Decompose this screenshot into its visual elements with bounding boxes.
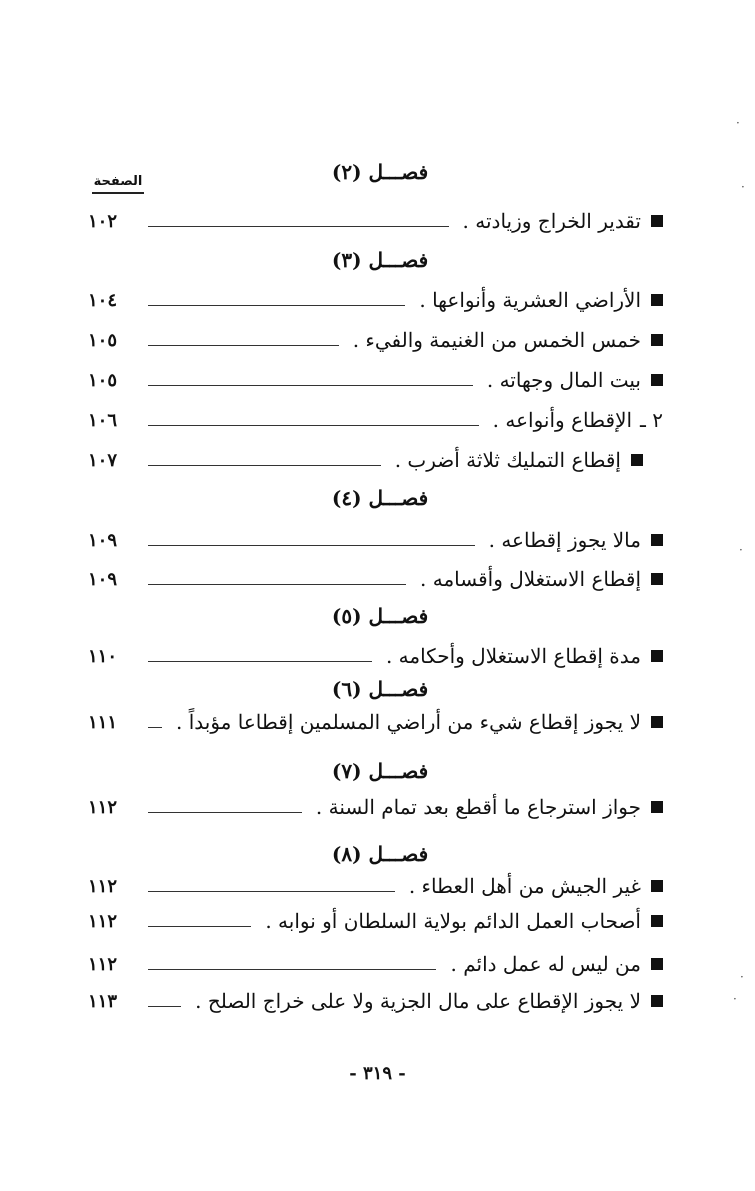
entry-page-number: ١٠٤ — [88, 289, 118, 311]
section-title: فصـــل (٥) — [331, 604, 429, 628]
toc-entry[interactable] — [88, 706, 663, 738]
square-bullet-icon — [631, 454, 643, 466]
toc-entry[interactable] — [88, 985, 663, 1017]
square-bullet-icon — [651, 995, 663, 1007]
leader-line — [148, 969, 436, 970]
entry-page-number: ١١٢ — [88, 796, 118, 818]
entry-text: غير الجيش من أهل العطاء . — [408, 874, 641, 898]
entry-page-number: ١١٠ — [88, 645, 118, 667]
square-bullet-icon — [651, 534, 663, 546]
entry-text: الإقطاع وأنواعه . — [492, 408, 633, 432]
leader-line — [148, 305, 405, 306]
entry-page-number: ١٠٢ — [88, 210, 118, 232]
square-bullet-icon — [651, 801, 663, 813]
leader-line — [148, 425, 479, 426]
toc-entry[interactable] — [88, 404, 663, 436]
toc-entry[interactable] — [88, 948, 663, 980]
square-bullet-icon — [651, 958, 663, 970]
square-bullet-icon — [651, 334, 663, 346]
entry-page-number: ١١٢ — [88, 875, 118, 897]
leader-line — [148, 545, 475, 546]
square-bullet-icon — [651, 215, 663, 227]
toc-entry[interactable] — [88, 640, 663, 672]
toc-entry[interactable] — [88, 524, 663, 556]
entry-page-number: ١١٢ — [88, 910, 118, 932]
entry-text: مدة إقطاع الاستغلال وأحكامه . — [385, 644, 641, 668]
entry-text: لا يجوز الإقطاع على مال الجزية ولا على خراج الصلح . — [195, 989, 641, 1013]
section-title: فصـــل (٧) — [331, 759, 429, 783]
square-bullet-icon — [651, 374, 663, 386]
square-bullet-icon — [651, 573, 663, 585]
entry-text: لا يجوز إقطاع شيء من أراضي المسلمين إقطاعا مؤبداً . — [176, 710, 641, 734]
margin-speck: · — [739, 543, 743, 557]
section-title: فصـــل (٣) — [331, 248, 429, 272]
square-bullet-icon — [651, 650, 663, 662]
page-column-header: الصفحة — [92, 174, 144, 194]
margin-speck: · — [733, 992, 737, 1006]
toc-entry[interactable] — [88, 205, 663, 237]
entry-number-prefix: ٢ ـ — [640, 408, 663, 432]
leader-line — [148, 891, 395, 892]
square-bullet-icon — [651, 716, 663, 728]
section-title: فصـــل (٢) — [331, 160, 429, 184]
square-bullet-icon — [651, 915, 663, 927]
leader-line — [148, 812, 302, 813]
toc-entry[interactable] — [88, 444, 643, 476]
leader-line — [148, 661, 372, 662]
entry-page-number: ١٠٧ — [88, 449, 118, 471]
leader-line — [148, 584, 406, 585]
entry-text: مالا يجوز إقطاعه . — [488, 528, 641, 552]
entry-text: من ليس له عمل دائم . — [450, 952, 641, 976]
entry-text: جواز استرجاع ما أقطع بعد تمام السنة . — [315, 795, 641, 819]
toc-entry[interactable] — [88, 905, 663, 937]
entry-page-number: ١٠٥ — [88, 329, 118, 351]
leader-line — [148, 926, 251, 927]
entry-text: إقطاع الاستغلال وأقسامه . — [420, 567, 641, 591]
leader-line — [148, 345, 339, 346]
entry-page-number: ١١١ — [88, 711, 118, 733]
square-bullet-icon — [651, 294, 663, 306]
entry-text: تقدير الخراج وزيادته . — [462, 209, 641, 233]
entry-page-number: ١٠٦ — [88, 409, 118, 431]
entry-text: بيت المال وجهاته . — [486, 368, 641, 392]
toc-entry[interactable] — [88, 791, 663, 823]
entry-text: إقطاع التمليك ثلاثة أضرب . — [394, 448, 621, 472]
section-title: فصـــل (٨) — [331, 842, 429, 866]
margin-speck: · — [741, 180, 745, 194]
entry-page-number: ١٠٩ — [88, 568, 118, 590]
entry-page-number: ١٠٥ — [88, 369, 118, 391]
margin-speck: · — [736, 116, 740, 130]
entry-text: خمس الخمس من الغنيمة والفيء . — [352, 328, 641, 352]
entry-page-number: ١١٣ — [88, 990, 118, 1012]
entry-text: أصحاب العمل الدائم بولاية السلطان أو نوابه . — [265, 909, 641, 933]
margin-speck: · — [740, 970, 744, 984]
entry-page-number: ١١٢ — [88, 953, 118, 975]
entry-page-number: ١٠٩ — [88, 529, 118, 551]
leader-line — [148, 385, 473, 386]
leader-line — [148, 465, 381, 466]
section-title: فصـــل (٤) — [331, 486, 429, 510]
toc-entry[interactable] — [88, 324, 663, 356]
section-title: فصـــل (٦) — [331, 677, 429, 701]
toc-entry[interactable] — [88, 870, 663, 902]
toc-entry[interactable] — [88, 284, 663, 316]
toc-entry[interactable] — [88, 563, 663, 595]
leader-line — [148, 1006, 181, 1007]
footer-page-number: - ٣١٩ - — [349, 1063, 406, 1084]
toc-entry[interactable] — [88, 364, 663, 396]
square-bullet-icon — [651, 880, 663, 892]
leader-line — [148, 727, 162, 728]
leader-line — [148, 226, 449, 227]
entry-text: الأراضي العشرية وأنواعها . — [419, 288, 641, 312]
